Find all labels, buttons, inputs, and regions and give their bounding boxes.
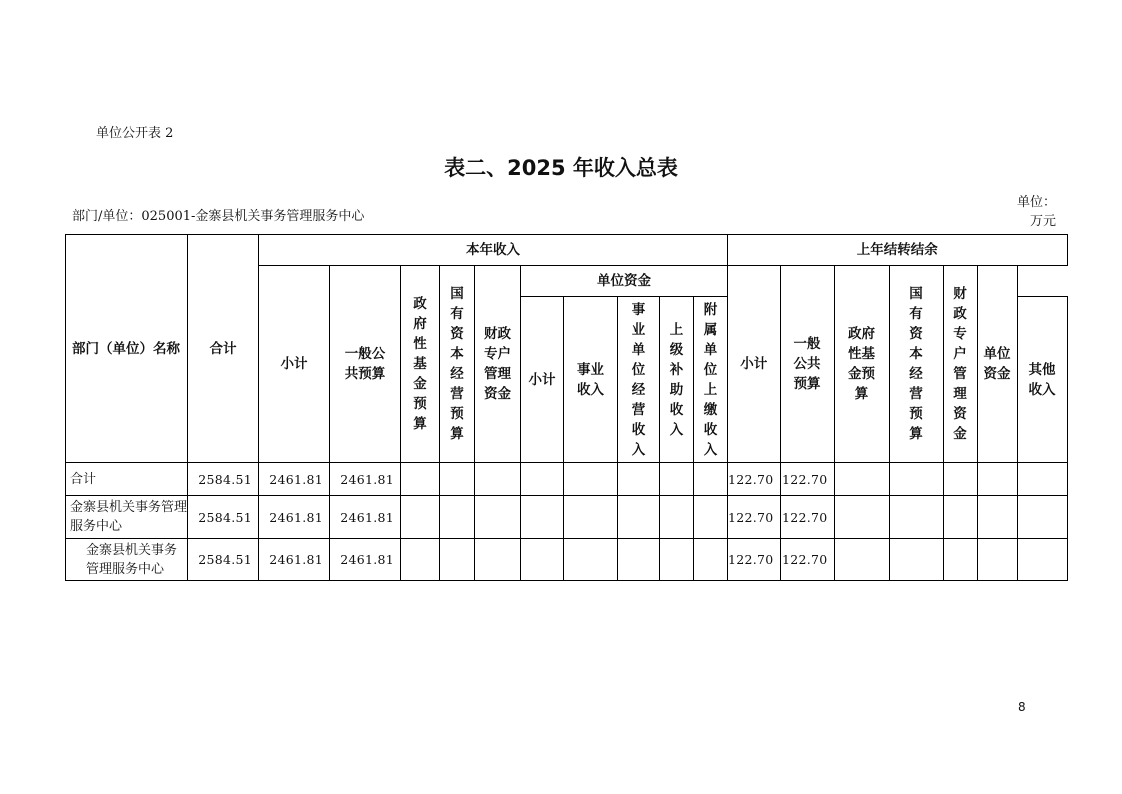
cell-empty bbox=[834, 539, 889, 581]
header-general-budget: 一般公共预算 bbox=[330, 266, 401, 463]
header-ly-gov-fund: 政府性基金预算 bbox=[834, 266, 889, 463]
cell-empty bbox=[401, 539, 440, 581]
cell-empty bbox=[834, 496, 889, 539]
cell-empty bbox=[834, 463, 889, 496]
cell-empty bbox=[660, 496, 694, 539]
cell-empty bbox=[475, 496, 521, 539]
cell-total: 2584.51 bbox=[188, 539, 259, 581]
table-row bbox=[66, 463, 1068, 496]
table-row bbox=[66, 496, 1068, 539]
header-gov-fund: 政府性基金预算 bbox=[401, 266, 440, 463]
header-fiscal-special: 财政专户管理资金 bbox=[475, 266, 521, 463]
department-label: 部门/单位：025001-金寨县机关事务管理服务中心 bbox=[72, 209, 365, 224]
cell-empty bbox=[564, 496, 618, 539]
cell-empty bbox=[440, 463, 475, 496]
cell-empty bbox=[521, 496, 564, 539]
cell-empty bbox=[475, 539, 521, 581]
table-row bbox=[66, 539, 1068, 581]
cell-empty bbox=[401, 496, 440, 539]
header-ly-unit-funds: 单位资金 bbox=[977, 266, 1017, 463]
cell-total: 2584.51 bbox=[188, 496, 259, 539]
cell-empty bbox=[694, 463, 728, 496]
row-name: 金寨县机关事务管理服务中心 bbox=[66, 539, 188, 581]
cell-ly-general: 122.70 bbox=[780, 539, 834, 581]
cell-subtotal: 2461.81 bbox=[259, 496, 330, 539]
cell-empty bbox=[694, 496, 728, 539]
cell-empty bbox=[889, 496, 943, 539]
header-current-year: 本年收入 bbox=[259, 235, 728, 266]
header-other-income: 其他收入 bbox=[1017, 297, 1067, 463]
cell-empty bbox=[943, 496, 977, 539]
cell-empty bbox=[943, 539, 977, 581]
cell-ly-subtotal: 122.70 bbox=[728, 496, 781, 539]
cell-empty bbox=[694, 539, 728, 581]
cell-empty bbox=[440, 496, 475, 539]
cell-empty bbox=[521, 463, 564, 496]
header-last-year: 上年结转结余 bbox=[728, 235, 1068, 266]
cell-empty bbox=[1017, 496, 1067, 539]
header-state-capital: 国有资本经营预算 bbox=[440, 266, 475, 463]
cell-total: 2584.51 bbox=[188, 463, 259, 496]
cell-general-budget: 2461.81 bbox=[330, 496, 401, 539]
header-total: 合计 bbox=[188, 235, 259, 463]
cell-subtotal: 2461.81 bbox=[259, 463, 330, 496]
header-unit-funds: 单位资金 bbox=[521, 266, 728, 297]
header-ly-subtotal: 小计 bbox=[728, 266, 781, 463]
cell-empty bbox=[564, 463, 618, 496]
income-summary-table bbox=[65, 234, 1068, 581]
header-affiliated-payment: 附属单位上缴收入 bbox=[694, 297, 728, 463]
header-dept-name: 部门（单位）名称 bbox=[66, 235, 188, 463]
header-business-operating: 事业单位经营收入 bbox=[618, 297, 660, 463]
cell-empty bbox=[475, 463, 521, 496]
header-ly-state-capital: 国有资本经营预算 bbox=[889, 266, 943, 463]
unit-label: 单位：万元 bbox=[1016, 195, 1056, 229]
cell-empty bbox=[521, 539, 564, 581]
header-business-income: 事业收入 bbox=[564, 297, 618, 463]
cell-empty bbox=[1017, 539, 1067, 581]
cell-empty bbox=[401, 463, 440, 496]
cell-empty bbox=[618, 463, 660, 496]
cell-general-budget: 2461.81 bbox=[330, 539, 401, 581]
cell-empty bbox=[440, 539, 475, 581]
cell-empty bbox=[977, 496, 1017, 539]
header-subtotal: 小计 bbox=[259, 266, 330, 463]
header-ly-general: 一般公共预算 bbox=[780, 266, 834, 463]
header-superior-subsidy: 上级补助收入 bbox=[660, 297, 694, 463]
cell-subtotal: 2461.81 bbox=[259, 539, 330, 581]
cell-empty bbox=[1017, 463, 1067, 496]
header-ly-fiscal-special: 财政专户管理资金 bbox=[943, 266, 977, 463]
cell-empty bbox=[618, 496, 660, 539]
form-number: 单位公开表 2 bbox=[96, 126, 174, 141]
cell-ly-subtotal: 122.70 bbox=[728, 539, 781, 581]
cell-empty bbox=[977, 463, 1017, 496]
cell-empty bbox=[564, 539, 618, 581]
row-name: 金寨县机关事务管理服务中心 bbox=[66, 496, 188, 539]
page-title: 表二、2025 年收入总表 bbox=[444, 156, 678, 180]
cell-empty bbox=[660, 539, 694, 581]
cell-empty bbox=[977, 539, 1017, 581]
cell-empty bbox=[618, 539, 660, 581]
cell-empty bbox=[889, 539, 943, 581]
page-number: 8 bbox=[1018, 700, 1026, 714]
cell-ly-general: 122.70 bbox=[780, 463, 834, 496]
cell-empty bbox=[889, 463, 943, 496]
row-name: 合计 bbox=[66, 463, 188, 496]
cell-ly-subtotal: 122.70 bbox=[728, 463, 781, 496]
cell-empty bbox=[943, 463, 977, 496]
cell-empty bbox=[660, 463, 694, 496]
cell-general-budget: 2461.81 bbox=[330, 463, 401, 496]
header-unit-subtotal: 小计 bbox=[521, 297, 564, 463]
cell-ly-general: 122.70 bbox=[780, 496, 834, 539]
